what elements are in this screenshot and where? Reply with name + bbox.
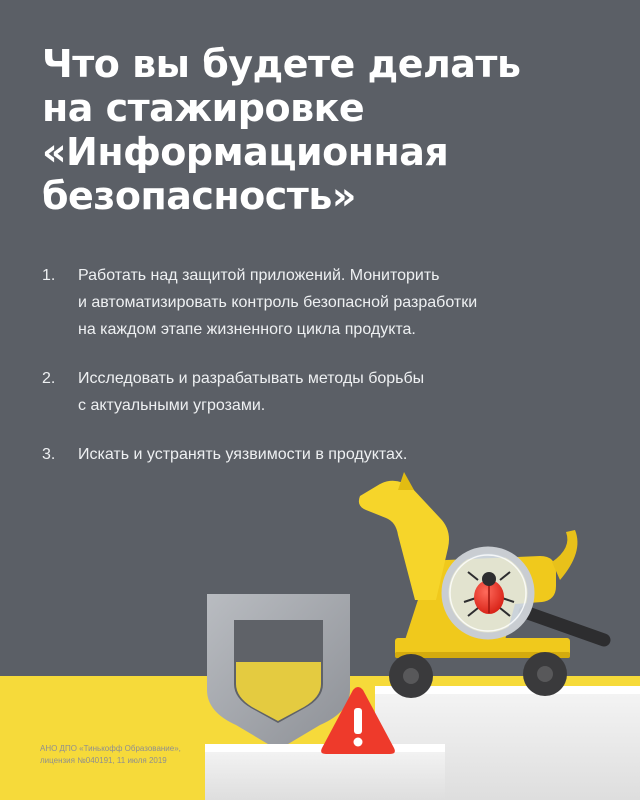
list-item-text: Искать и устранять уязвимости в продуктах. — [78, 446, 408, 463]
list-item-number: 3. — [42, 446, 56, 463]
list-item-text: Исследовать и разрабатывать методы борьбы с актуальными угрозами. — [78, 370, 425, 414]
list-item-number: 2. — [42, 370, 56, 387]
page-title: Что вы будете делать на стажировке «Информационная безопасность» — [42, 42, 521, 218]
license-note: АНО ДПО «Тинькофф Образование», лицензия №040191, 11 июля 2019 — [40, 744, 181, 765]
list-item-text: Работать над защитой приложений. Мониторить и автоматизировать контроль безопасной разработки на каждом этапе жизненного цикла продукта. — [78, 267, 478, 338]
list-item-number: 1. — [42, 267, 56, 284]
shield-icon — [207, 594, 350, 750]
